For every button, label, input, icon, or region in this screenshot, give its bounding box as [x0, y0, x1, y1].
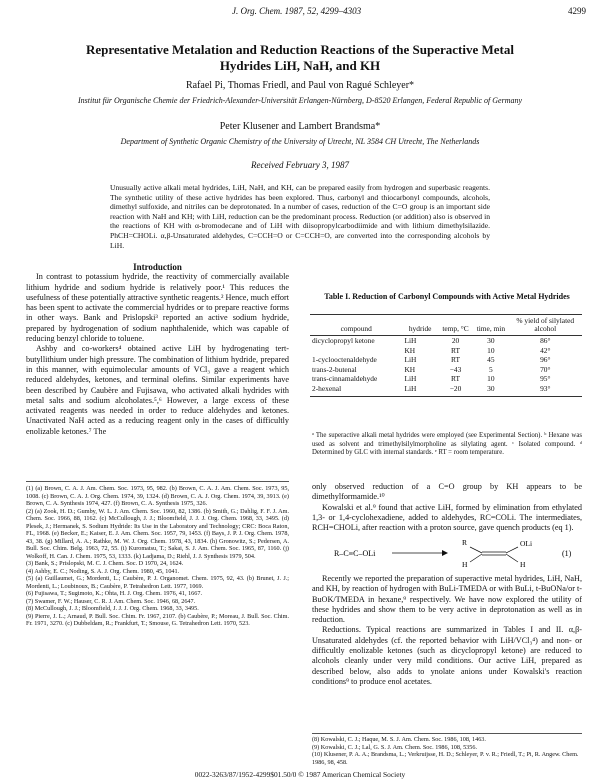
table-row	[310, 374, 582, 384]
footnotes-right	[312, 733, 582, 766]
table-cell: 10	[487, 374, 495, 384]
authors-second-group: Peter Klusener and Lambert Brandsma*	[219, 121, 381, 132]
footnote: (6) Fujisawa, T.; Sugimoto, K.; Ohta, H. J. Org. Chem. 1976, 41, 1667.	[26, 590, 202, 597]
table-cell: 95°	[540, 374, 551, 384]
footnote: (8) McCullough, J. J.; Bloomfield, J. J. J. Org. Chem. 1968, 33, 3495.	[26, 605, 199, 612]
table-cell: dicyclopropyl ketone	[312, 336, 375, 345]
table-row	[310, 365, 582, 375]
equation-label: (1)	[562, 549, 572, 558]
carbonyl-reduction-table	[310, 314, 582, 397]
footnote: (2) (a) Zook, H. D.; Gumby, W. L. J. Am. Chem. Soc. 1960, 82, 1386. (b) Smith, G.; Dahlig, F. F. J. Am. Chem. Soc. 1966, 88, 1162. (c) McCullough, J. J.; Bloomfield, J. J. J. Org. Chem. 1968, 33, 3495. (d) Plesek, J.; Hermanek, S. Sodium Hydride: Its Use in the Laboratory and Technology; CRC: Boca Raton, FL, 1968. (e) Becker, E.; Kaiser, E. J. Am. Chem. Soc. 1957, 79, 1453. (f) Bays, J. P. J. Org. Chem. 1978, 43, 38. (g) Millard, A. A.; Rathke, M. W. J. Org. Chem. 1978, 43, 1834. (h) Gronowitz, S.; Pedersen, A. Bull. Soc. Chim. Belg. 1963, 72, 55. (i) Kuromatsu, T.; Sakai, S. J. Am. Chem. Soc. 1965, 87, 1160. (j) Wolkoff, H. Can. J. Chem. 1975, 53, 1333. (k) Ladjama, D.; Riehl, J. J. Synthesis 1979, 504.	[26, 507, 289, 560]
table-cell: RT	[451, 355, 460, 365]
table-row	[310, 355, 582, 365]
table-header: time, min	[473, 315, 508, 336]
table-cell: trans-cinnamaldehyde	[312, 374, 378, 384]
bond-line	[470, 547, 482, 553]
footnote: (5) (a) Guillaumet, G.; Mordenti, L.; Caubère, P. J. Organomet. Chem. 1975, 92, 43. (b) Brunet, J. J.; Mordenti, L.; Loubinoux, B.; Caubère, P. Tetrahedron Lett. 1977, 1069.	[26, 575, 289, 590]
table-cell: 42°	[540, 345, 551, 355]
table-cell: 96°	[540, 355, 551, 365]
equation-product-oli: OLi	[520, 539, 533, 548]
table-cell: 10	[487, 345, 495, 355]
table-cell: LiH	[404, 374, 417, 384]
right-column-lower	[312, 574, 582, 687]
table-cell: RT	[451, 374, 460, 384]
table-cell: 86°	[540, 336, 551, 345]
footnotes-left	[26, 481, 289, 628]
table-cell	[310, 346, 402, 356]
table-cell: LiH	[404, 336, 417, 345]
table-caption: Table I. Reduction of Carbonyl Compounds with Active Metal Hydrides	[324, 292, 570, 301]
table-header: hydride	[402, 315, 437, 336]
table-row	[310, 384, 582, 396]
bond-line	[506, 554, 518, 562]
table-cell: 20	[451, 336, 460, 345]
left-column	[26, 262, 289, 437]
footnote: (3) Bank, S.; Prislopski, M. C. J. Chem. Soc. D 1970, 24, 1624.	[26, 560, 184, 567]
copyright-footer: 0022-3263/87/1952-4299$01.50/0 © 1987 American Chemical Society	[194, 770, 406, 779]
table-cell: 5	[489, 364, 493, 374]
bond-line	[470, 554, 482, 562]
table-cell: 1-cyclooctenaldehyde	[312, 355, 377, 365]
table-cell: −43	[449, 364, 462, 374]
footnote: (9) Kowalski, C. J.; Lal, G. S. J. Am. Chem. Soc. 1986, 108, 5356.	[312, 743, 477, 751]
footnote: (7) Swamer, F. W.; Hauser, C. R. J. Am. Chem. Soc. 1946, 68, 2647.	[26, 597, 196, 605]
table-cell: LiH	[402, 384, 437, 396]
table-cell: 93°	[509, 384, 582, 396]
table-header: % yield of silylated alcohol	[509, 315, 582, 336]
equation-reactant: R–C≡C–OLi	[334, 549, 376, 558]
right-paragraph-1: only observed reduction of a C=O group by KH appears to be dimethylformamide.¹⁰	[312, 482, 582, 502]
table-footnotes: ᵃ The superactive alkali metal hydrides were employed (see Experimental Section). ᵇ Hexane was used as solvent and trimethylsilylmorpholine as silylating agent. ᶜ Isolated compound. ᵈ Determined by GLC with internal standards. ᵉ RT = room temperature.	[312, 432, 582, 456]
equation-product-h: H	[462, 560, 468, 569]
equation-product-r: R	[462, 538, 468, 547]
table-header: compound	[310, 315, 402, 336]
arrowhead-icon	[442, 550, 448, 556]
table-cell: trans-2-butenal	[312, 364, 357, 374]
affiliation-erlangen: Institut für Organische Chemie der Friedrich-Alexander-Universität Erlangen-Nürnberg, D-8520 Erlangen, Federal Republic of Germany	[77, 96, 523, 105]
affiliation-utrecht: Department of Synthetic Organic Chemistry of the University of Utrecht, NL 3584 CH Utrecht, The Netherlands	[120, 137, 480, 146]
intro-paragraph-2: Ashby and co-workers⁴ obtained active LiH by hydrogenating tert-butyllithium under high pressure. The combination of lithium hydride, prepared in this manner, with equimolecular amounts of VCl₃ gave a reagent which reduced aldehydes, ketones, and terminal olefins. Similar experiments have been described by Caubère and Fujisawa, who activated alkali hydrides with metal salts and sodium alcoholates.⁵,⁶ However, a large excess of these activated reagents was needed in order to reduce aldehydes and ketones. Unactivated NaH acted as a reducing reagent only in the cases of difficultly enolizable ketones.⁷ The	[26, 344, 289, 436]
authors-first-group: Rafael Pi, Thomas Friedl, and Paul von Ragué Schleyer*	[185, 80, 415, 91]
right-paragraph-3: Recently we reported the preparation of superactive metal hydrides, LiH, NaH, and KH, by reaction of hydrogen with BuLi-TMEDA or with BuLi, t-BuONa/or t-BuOK/TMEDA in hexane,⁹ respectively. We have now explored the utility of these hydrides and show them to be very active in deprotonation as well as in reduction.	[312, 574, 582, 625]
table-cell: RT	[451, 345, 460, 355]
right-column-upper	[312, 482, 582, 533]
table-header: temp, °C	[438, 315, 473, 336]
table-cell: KH	[404, 345, 416, 355]
running-header	[0, 6, 600, 20]
right-paragraph-4: Reductions. Typical reactions are summarized in Tables I and II. α,β-Unsaturated aldehydes (cf. the reported behavior with LiH/VCl₃⁴) and non- or difficultly enolizable ketones (such as dicyclopropyl ketone) are reduced to alcohols cleanly under very mild conditions. Our active LiH, prepared as described below, also adds to ynolate anions under Kowalski's reaction conditions⁹ to produce enol acetates.	[312, 625, 582, 686]
abstract: Unusually active alkali metal hydrides, LiH, NaH, and KH, can be prepared easily from hydrogen and superbasic reagents. The synthetic utility of these active hydrides has been explored. Thus, carbonyl and thiocarbonyl compounds, alcohols, dimethyl sulfoxide, and nitriles can be deprotonated. In a number of cases, reduction of the C=O group is an important side reaction with NaH and KH; with LiH, reduction can be the predominant process. Reduction (or addition) also is observed in the reactions of KH with α-bromodecane and of LiH with diisopropylcarbodiimide and with lithium dimethylsilazide. PhCH=CHOLi. α,β-Unsaturated aldehydes, C=CCH=O or C=CCH=O, are converted into the corresponding alcohols by LiH.	[110, 183, 490, 250]
article-title: Representative Metalation and Reduction Reactions of the Superactive Metal Hydrides LiH, NaH, and KH	[86, 42, 514, 73]
table-cell: LiH	[404, 355, 417, 365]
intro-paragraph-1: In contrast to potassium hydride, the reactivity of commercially available lithium hydride and sodium hydride is relatively poor.¹ This reduces the usefulness of these potentially attractive synthetic reagents.² Hence, much effort has been spent to activate the commercial hydrides or to prepare reactive forms in other ways. Bank and Prislopski³ reported an active sodium hydride, prepared by hydrogenation of sodium naphthalenide, which was capable of reducing benzyl chloride to toluene.	[26, 272, 289, 344]
table-cell: 70°	[540, 364, 551, 374]
footnote: (4) Ashby, E. C.; Noding, S. A. J. Org. Chem. 1980, 45, 1041.	[26, 567, 180, 575]
footnote: (1) (a) Brown, C. A. J. Am. Chem. Soc. 1973, 95, 982. (b) Brown, C. A. J. Am. Chem. Soc. 1973, 95, 1008. (c) Brown, C. A. J. Org. Chem. 1974, 39, 1324. (d) Brown, C. A. J. Org. Chem. 1974, 39, 3913. (e) Brown, C. A. Synthesis 1974, 427. (f) Brown, C. A. Synthesis 1975, 326.	[26, 485, 289, 507]
table-cell: KH	[404, 364, 416, 374]
table-cell: −20	[438, 384, 473, 396]
footnote: (10) Klusener, P. A. A.; Brandsma, L.; Verkruijsse, H. D.; Schleyer, P. v. R.; Friedl, T.; Pi, R. Angew. Chem. 1986, 98, 458.	[312, 751, 579, 766]
table-cell: 30	[473, 384, 508, 396]
footnote: (9) Pierre, J. L.; Arnaud, P. Bull. Soc. Chim. Fr. 1967, 2107. (b) Caubère, P.; Moreau, J. Bull. Soc. Chim. Fr. 1971, 3270. (c) Dubbeldam, R.; Frankfurt, T.; Smouse, G. Tetrahedron Lett. 1970, 523.	[26, 612, 289, 627]
table-row	[310, 336, 582, 346]
table-cell: 45	[487, 355, 495, 365]
equation-1	[330, 536, 580, 570]
table-cell: 30	[487, 336, 495, 345]
introduction-heading: Introduction	[133, 262, 182, 272]
table-cell: 2-hexenal	[310, 384, 402, 396]
equation-product-h2: H	[520, 560, 526, 569]
right-paragraph-2: Kowalski et al.⁹ found that active LiH, formed by elimination from ethylated 1,3- or 1,4-cyclohexadiene, added to aldehydes, RC=COLi. The intermediates, RCH=CHOLi, after reaction with a proton source, gave quench products (eq 1).	[312, 502, 582, 533]
table-row	[310, 346, 582, 356]
journal-citation: J. Org. Chem. 1987, 52, 4299–4303	[232, 6, 362, 16]
page-number: 4299	[568, 6, 586, 16]
received-date: Received February 3, 1987	[251, 160, 349, 170]
bond-line	[506, 547, 518, 553]
footnote: (8) Kowalski, C. J.; Haque, M. S. J. Am. Chem. Soc. 1986, 108, 1463.	[312, 736, 486, 743]
